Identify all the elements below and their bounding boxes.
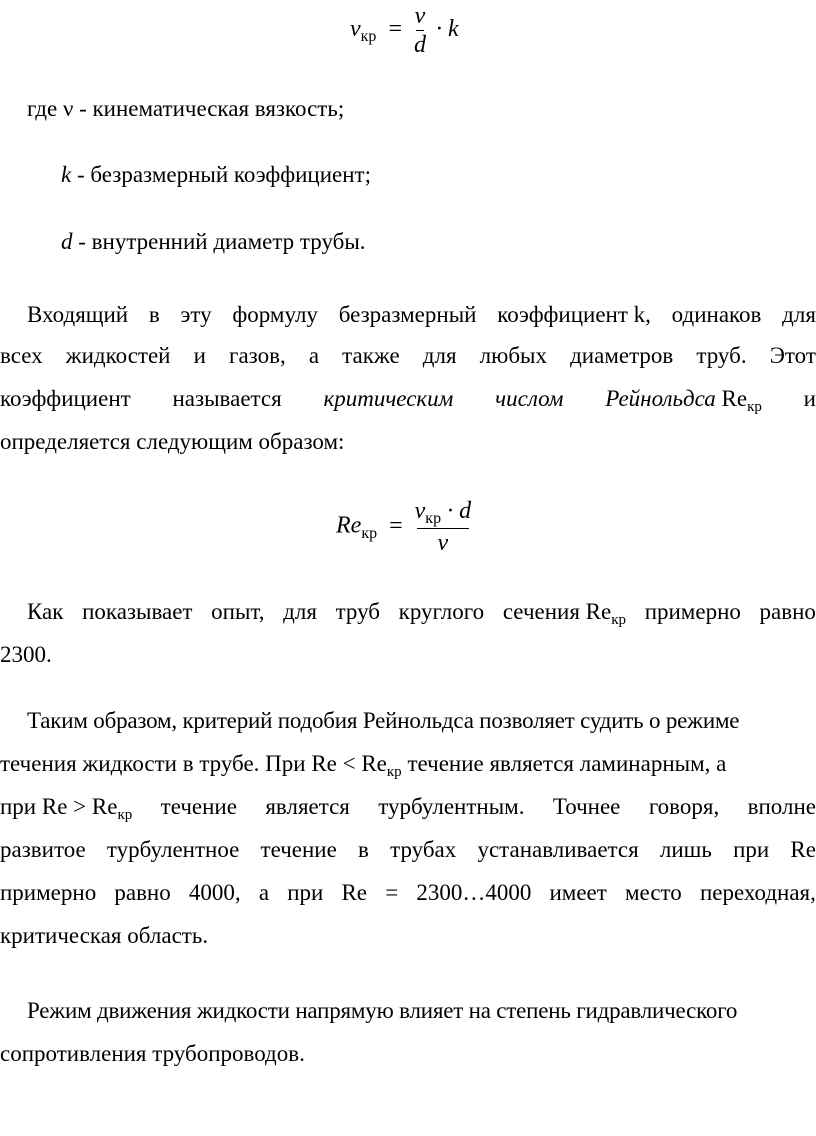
word: примерно bbox=[0, 880, 97, 905]
word: Рейнольдса bbox=[605, 386, 716, 411]
subscript: кр bbox=[117, 807, 133, 823]
para1-line3 bbox=[0, 384, 816, 417]
word-group bbox=[503, 597, 626, 630]
para3-line5 bbox=[0, 878, 816, 908]
word: устанавливается bbox=[477, 837, 639, 862]
word: любых bbox=[479, 343, 547, 368]
para3-line4 bbox=[0, 835, 816, 865]
formula-subscript: кр bbox=[360, 28, 377, 46]
word: равно bbox=[114, 880, 171, 905]
formula-critical-velocity bbox=[350, 2, 459, 59]
definition-line-d bbox=[0, 227, 816, 257]
formula-re-symbol: Re bbox=[336, 512, 362, 539]
word: и bbox=[803, 386, 816, 411]
reynolds-symbol: Re bbox=[721, 386, 748, 411]
word: лишь bbox=[659, 837, 712, 862]
word: газов, bbox=[229, 343, 286, 368]
word-group bbox=[0, 792, 132, 825]
word: одинаков bbox=[671, 302, 762, 327]
word: примерно bbox=[644, 599, 741, 624]
word: в bbox=[358, 837, 369, 862]
line-text: течение является ламинарным, а bbox=[401, 751, 727, 776]
word: жидкостей bbox=[65, 343, 171, 368]
word: Входящий bbox=[27, 302, 129, 327]
word: и bbox=[193, 343, 206, 368]
word: показывает bbox=[82, 599, 193, 624]
definition-line-nu bbox=[0, 94, 816, 124]
formula-fraction bbox=[415, 497, 471, 557]
formula-subscript: кр bbox=[361, 524, 378, 542]
line-text: критическая область. bbox=[0, 923, 209, 948]
word: труб bbox=[335, 599, 381, 624]
word: критическим bbox=[323, 386, 454, 411]
word: диаметров bbox=[570, 343, 674, 368]
word: а bbox=[258, 880, 270, 905]
word: 2300…4000 bbox=[416, 880, 532, 905]
formula-critical-reynolds bbox=[336, 497, 471, 557]
word: развитое bbox=[0, 837, 86, 862]
line-text: при Re > Re bbox=[0, 794, 118, 819]
formula-fraction bbox=[414, 2, 426, 59]
word: равно bbox=[759, 599, 816, 624]
definition-text: - безразмерный коэффициент; bbox=[71, 162, 371, 187]
para3-line6 bbox=[0, 921, 816, 951]
subscript: кр bbox=[386, 764, 402, 780]
para2-line1 bbox=[0, 597, 816, 630]
numerator-tail: · d bbox=[447, 498, 472, 524]
word: а bbox=[308, 343, 320, 368]
subscript: кр bbox=[611, 612, 627, 628]
definition-var: d bbox=[61, 229, 73, 254]
definition-var: k bbox=[61, 162, 72, 187]
word: 4000, bbox=[188, 880, 241, 905]
line-text: Режим движения жидкости напрямую влияет на степень гидравлического bbox=[27, 998, 738, 1023]
word: = bbox=[385, 880, 399, 905]
word: Точнее bbox=[552, 794, 621, 819]
para3-line3 bbox=[0, 792, 816, 825]
formula-equals: = bbox=[388, 16, 402, 43]
word: Re bbox=[790, 837, 816, 862]
line-text: определяется следующим образом: bbox=[0, 429, 345, 454]
formula-subscript: кр bbox=[425, 510, 442, 527]
para1-line4 bbox=[0, 427, 816, 457]
word: говоря, bbox=[648, 794, 720, 819]
definition-text: где ν - кинематическая вязкость; bbox=[27, 96, 345, 121]
definition-text: - внутренний диаметр трубы. bbox=[72, 229, 366, 254]
nu-symbol: ν bbox=[414, 498, 426, 524]
word: для bbox=[283, 599, 317, 624]
word: называется bbox=[172, 386, 282, 411]
para3-line2 bbox=[0, 749, 816, 782]
word: коэффициент bbox=[0, 386, 131, 411]
word: для bbox=[422, 343, 457, 368]
line-text: Таким образом, критерий подобия Рейнольдса позволяет судить о режиме bbox=[27, 708, 740, 733]
word: также bbox=[342, 343, 400, 368]
formula-equals: = bbox=[389, 512, 403, 539]
word: имеет bbox=[549, 880, 607, 905]
para4-line1 bbox=[0, 996, 816, 1026]
word: Как bbox=[27, 599, 64, 624]
word: место bbox=[624, 880, 682, 905]
formula-tail: · k bbox=[435, 16, 459, 43]
word: формулу bbox=[232, 302, 318, 327]
word: является bbox=[265, 794, 350, 819]
word: труб. bbox=[696, 343, 747, 368]
word: при bbox=[733, 837, 770, 862]
word: вполне bbox=[747, 794, 816, 819]
word: коэффициент k, bbox=[497, 302, 651, 327]
fraction-numerator bbox=[415, 497, 471, 528]
word: всех bbox=[0, 343, 43, 368]
para3-line1 bbox=[0, 706, 816, 736]
formula-nu-symbol: ν bbox=[350, 16, 361, 43]
fraction-numerator: ν bbox=[414, 3, 426, 29]
para1-line1 bbox=[0, 300, 816, 330]
para4-line2 bbox=[0, 1039, 816, 1069]
word: Re bbox=[341, 880, 368, 905]
word: переходная, bbox=[699, 880, 816, 905]
fraction-denominator: ν bbox=[437, 530, 449, 556]
word: для bbox=[782, 302, 816, 327]
word: числом bbox=[495, 386, 564, 411]
reynolds-symbol: Re bbox=[585, 599, 612, 624]
word: опыт, bbox=[211, 599, 265, 624]
word: при bbox=[287, 880, 324, 905]
fraction-denominator: d bbox=[413, 32, 426, 58]
word: течение bbox=[260, 837, 337, 862]
word: эту bbox=[180, 302, 212, 327]
word: турбулентным. bbox=[378, 794, 525, 819]
definition-line-k bbox=[0, 160, 816, 190]
para1-line2 bbox=[0, 341, 816, 371]
word: безразмерный bbox=[338, 302, 477, 327]
word: турбулентное bbox=[106, 837, 240, 862]
word: течение bbox=[160, 794, 237, 819]
word-group bbox=[605, 384, 762, 417]
para2-line2 bbox=[0, 640, 816, 670]
line-text: 2300. bbox=[0, 642, 52, 667]
line-text: сопротивления трубопроводов. bbox=[0, 1041, 305, 1066]
word: в bbox=[148, 302, 160, 327]
subscript: кр bbox=[747, 399, 762, 415]
word: круглого bbox=[398, 599, 485, 624]
line-text: течения жидкости в трубе. При Re < Re bbox=[0, 751, 387, 776]
word: Этот bbox=[769, 343, 816, 368]
word: сечения bbox=[502, 599, 580, 624]
word: трубах bbox=[390, 837, 457, 862]
